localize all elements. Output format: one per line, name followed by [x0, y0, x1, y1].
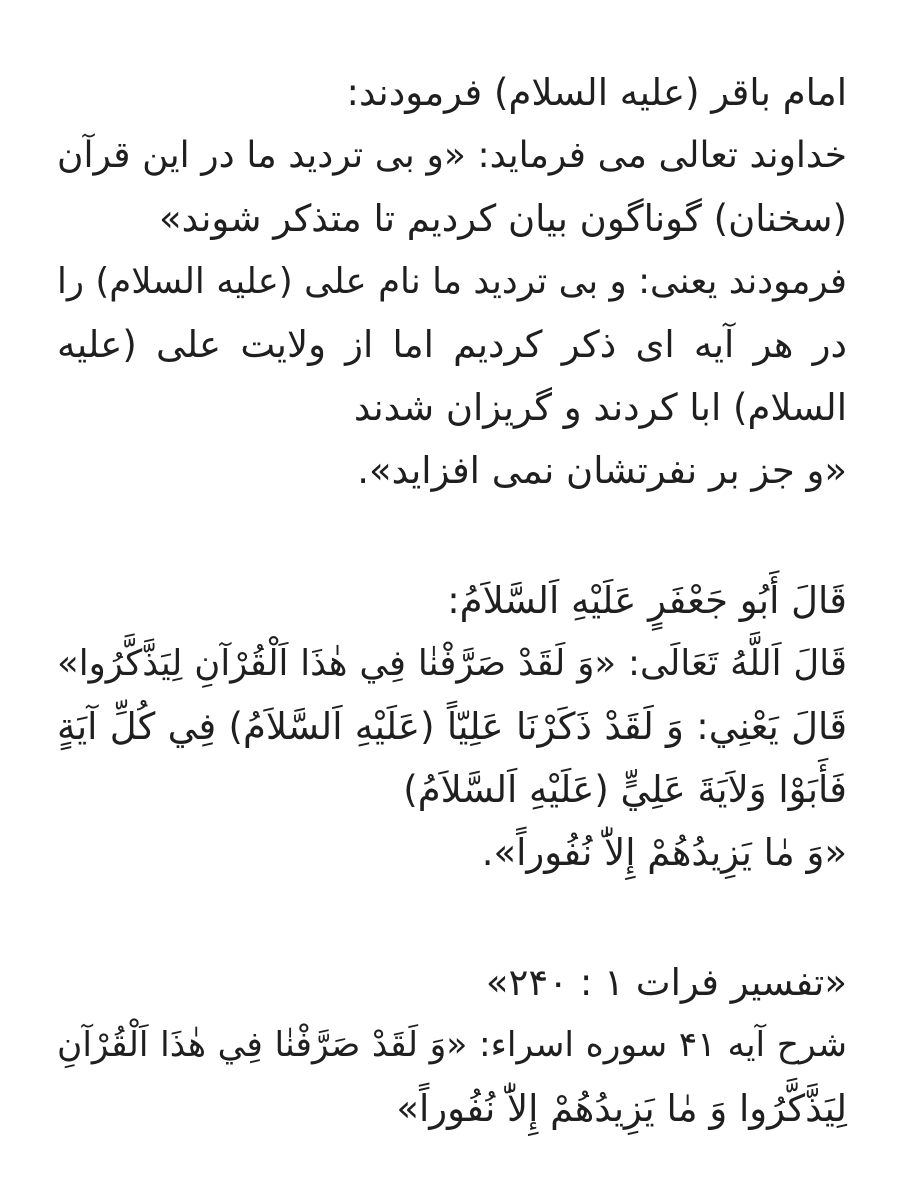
arabic-line-2: قَالَ اَللَّهُ تَعَالَى: «وَ لَقَدْ صَرَّفْنٰا فِي هٰذَا اَلْقُرْآنِ لِيَذَّكَّرُوا» [57, 643, 847, 684]
arabic-hadith [57, 569, 847, 884]
persian-line-3: (سخنان) گوناگون بیان کردیم تا متذکر شوند» [159, 197, 847, 240]
persian-translation [57, 61, 847, 502]
persian-line-7: «و جز بر نفرتشان نمی افزاید». [357, 449, 847, 492]
persian-line-6: السلام) ابا کردند و گریزان شدند [353, 386, 847, 429]
arabic-line-4: فَأَبَوْا وَلاَيَةَ عَلِيٍّ (عَلَيْهِ اَلسَّلاَمُ) [403, 768, 847, 811]
arabic-line-5: «وَ مٰا يَزِيدُهُمْ إِلاّٰ نُفُوراً». [481, 831, 847, 874]
persian-line-4: فرمودند یعنی: و بی تردید ما نام علی (علیه السلام) را [57, 261, 847, 302]
source-verse-line-1: شرح آیه ۴۱ سوره اسراء: «وَ لَقَدْ صَرَّفْنٰا فِي هٰذَا اَلْقُرْآنِ [57, 1025, 847, 1065]
persian-line-5: در هر آیه ای ذکر کردیم اما از ولایت علی (علیه [57, 323, 847, 366]
persian-line-2: خداوند تعالی می فرماید: «و بی تردید ما در این قرآن [57, 135, 847, 176]
arabic-line-1: قَالَ أَبُو جَعْفَرٍ عَلَيْهِ اَلسَّلاَمُ: [447, 579, 847, 622]
source-reference [57, 951, 847, 1140]
source-citation: «تفسیر فرات ۱ : ۲۴۰» [485, 961, 847, 1004]
persian-line-1: امام باقر (علیه السلام) فرمودند: [346, 71, 847, 114]
source-verse-line-2: لِيَذَّكَّرُوا وَ مٰا يَزِيدُهُمْ إِلاّٰ نُفُوراً» [396, 1087, 847, 1130]
arabic-line-3: قَالَ يَعْنِي: وَ لَقَدْ ذَكَرْنَا عَلِيّاً (عَلَيْهِ اَلسَّلاَمُ) فِي كُلِّ آيَةٍ [57, 705, 847, 748]
